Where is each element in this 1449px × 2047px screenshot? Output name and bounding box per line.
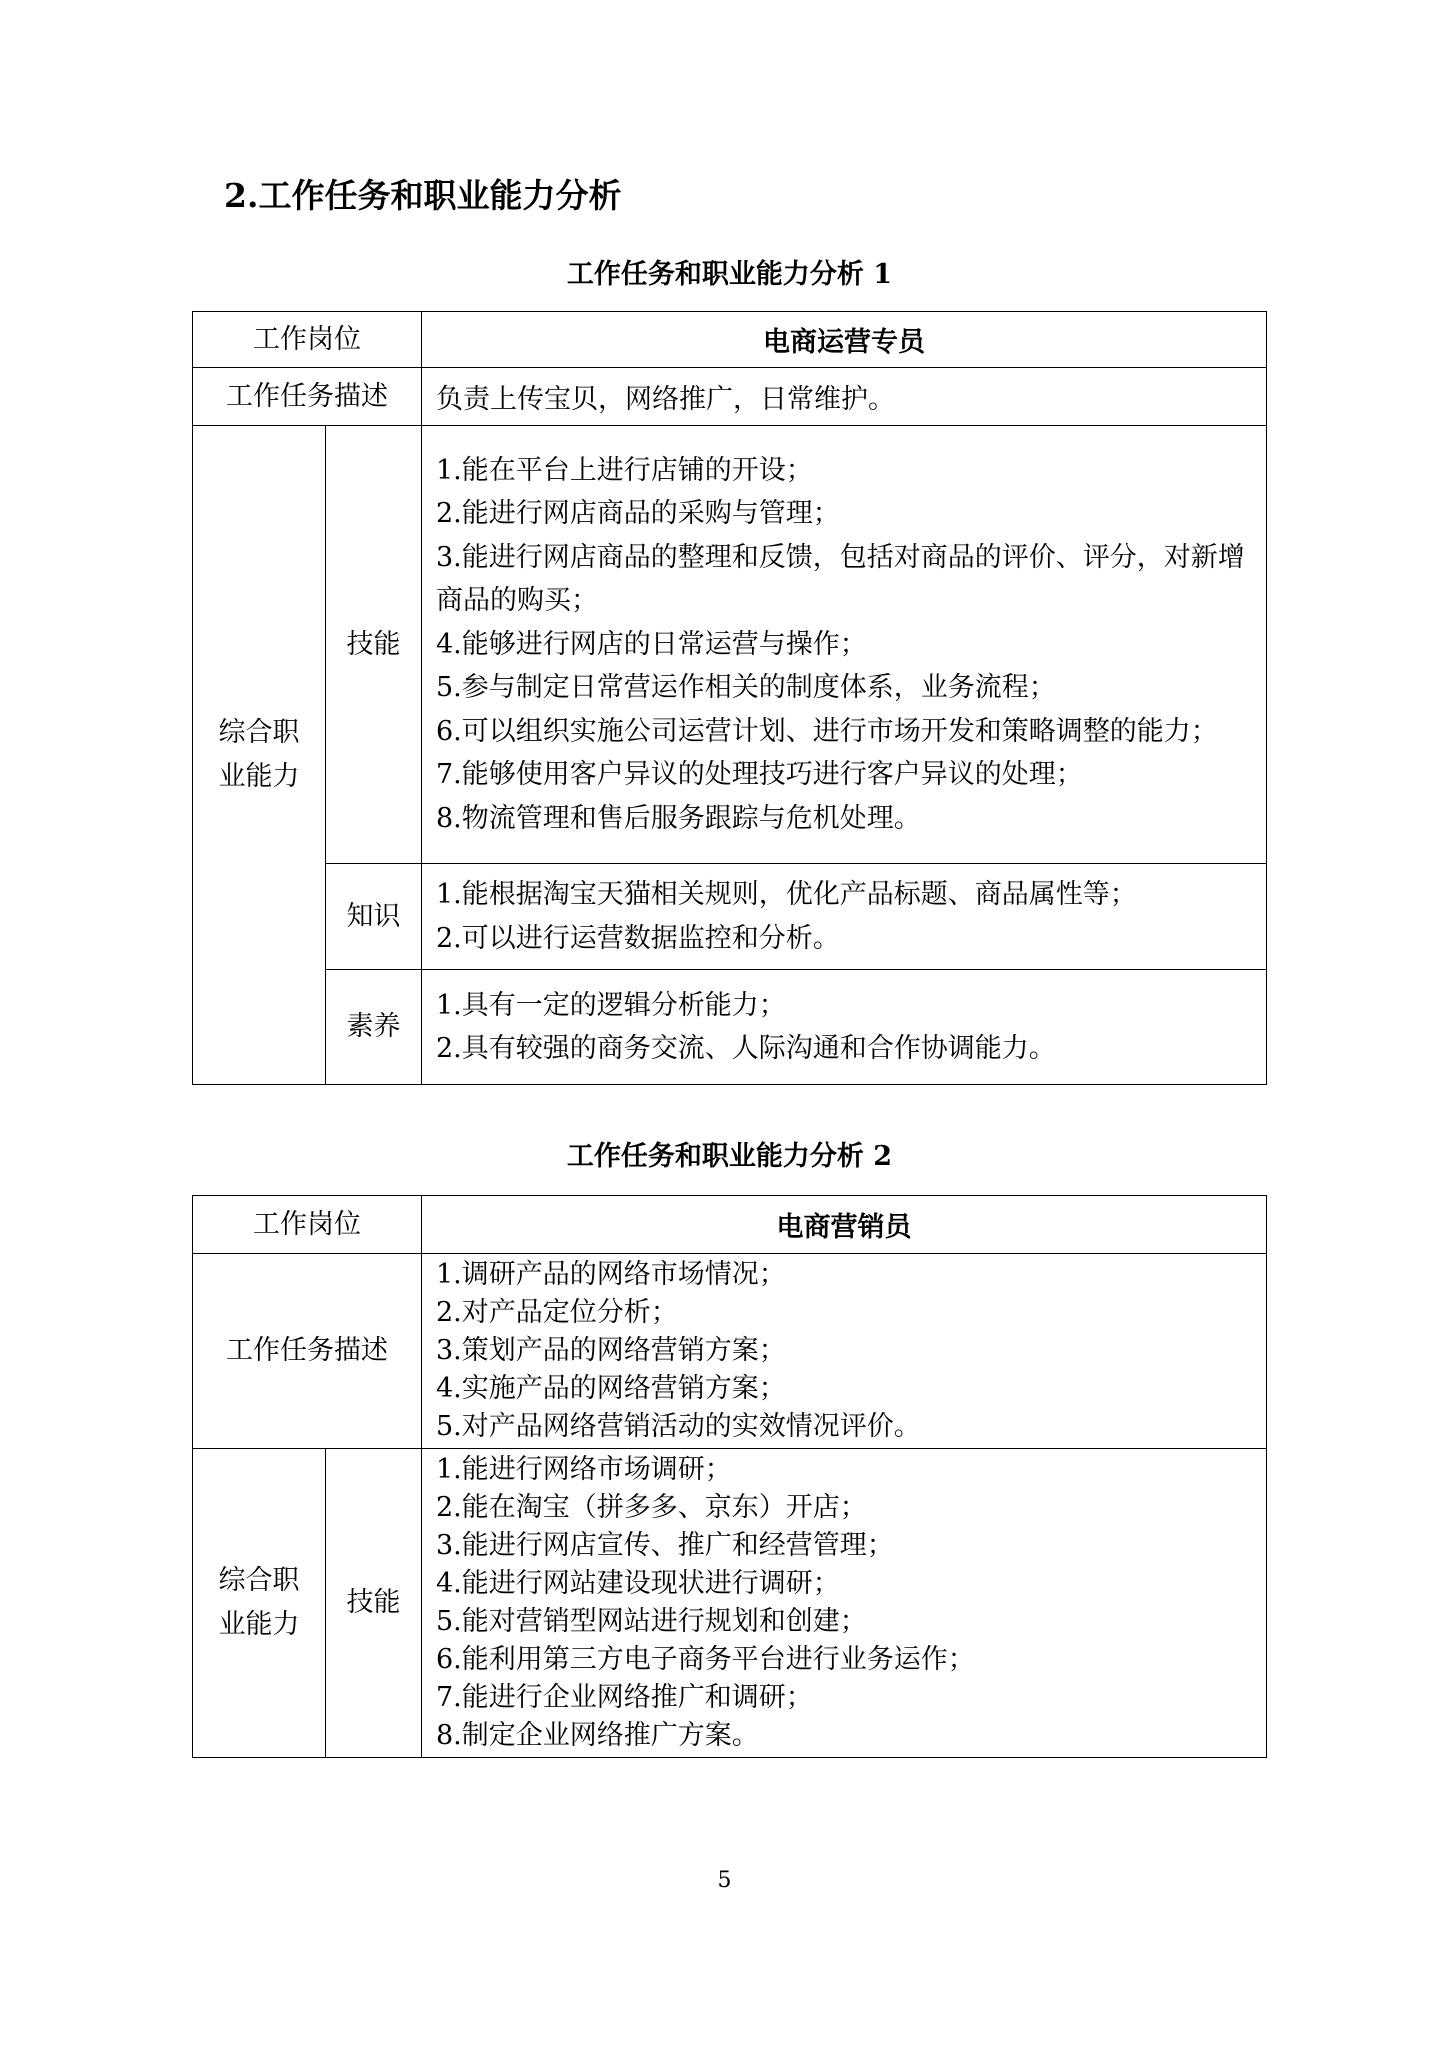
list-item: 5.对产品网络营销活动的实效情况评价。 (436, 1411, 921, 1442)
list-item: 3.能进行网店商品的整理和反馈，包括对商品的评价、评分，对新增商品的购买； (436, 541, 1245, 617)
table2-task-label: 工作任务描述 (193, 1254, 422, 1449)
table2 (192, 1195, 1267, 1758)
list-item: 8.物流管理和售后服务跟踪与危机处理。 (436, 802, 921, 834)
list-item: 4.能进行网站建设现状进行调研； (436, 1568, 840, 1599)
table1-task-row (193, 368, 1267, 426)
list-item: 2.能进行网店商品的采购与管理； (436, 498, 840, 530)
list-item: 3.策划产品的网络营销方案； (436, 1335, 786, 1366)
table2-task-row (193, 1254, 1267, 1449)
table2-task-list (422, 1254, 1267, 1449)
table1-ability-label: 综合职业能力 (193, 426, 326, 1085)
list-item: 6.可以组织实施公司运营计划、进行市场开发和策略调整的能力； (436, 715, 1218, 747)
list-item: 5.能对营销型网站进行规划和创建； (436, 1606, 867, 1637)
list-item: 1.调研产品的网络市场情况； (436, 1259, 786, 1290)
table1-skills-row (193, 426, 1267, 864)
table1-knowledge-list (422, 864, 1267, 970)
list-item: 2.可以进行运营数据监控和分析。 (436, 922, 840, 954)
table1-post-value: 电商运营专员 (422, 312, 1267, 368)
table2-post-value: 电商营销员 (422, 1196, 1267, 1254)
list-item: 2.对产品定位分析； (436, 1297, 678, 1328)
table2-post-label: 工作岗位 (193, 1196, 422, 1254)
list-item: 6.能利用第三方电子商务平台进行业务运作； (436, 1644, 975, 1675)
list-item: 7.能进行企业网络推广和调研； (436, 1682, 813, 1713)
table2-caption: 工作任务和职业能力分析 2 (566, 1141, 893, 1172)
table2-skills-label: 技能 (326, 1449, 422, 1758)
section-heading: 2.工作任务和职业能力分析 (224, 176, 622, 215)
list-item: 1.能在平台上进行店铺的开设； (436, 454, 813, 486)
table1-post-label: 工作岗位 (193, 312, 422, 368)
list-item: 8.制定企业网络推广方案。 (436, 1720, 759, 1751)
list-item: 3.能进行网店宣传、推广和经营管理； (436, 1530, 894, 1561)
table1-quality-row (193, 970, 1267, 1085)
list-item: 1.能根据淘宝天猫相关规则，优化产品标题、商品属性等； (436, 879, 1137, 910)
table2-skills-row (193, 1449, 1267, 1758)
table1-knowledge-row (193, 864, 1267, 970)
table1-post-row (193, 312, 1267, 368)
table2-ability-label: 综合职业能力 (193, 1449, 326, 1758)
list-item: 4.实施产品的网络营销方案； (436, 1373, 786, 1404)
list-item: 1.能进行网络市场调研； (436, 1454, 732, 1485)
table1-quality-list (422, 970, 1267, 1085)
list-item: 4.能够进行网店的日常运营与操作； (436, 628, 867, 660)
list-item: 1.具有一定的逻辑分析能力； (436, 989, 786, 1021)
table1-knowledge-label: 知识 (326, 864, 422, 970)
table1-task-label: 工作任务描述 (193, 368, 422, 426)
table1-quality-label: 素养 (326, 970, 422, 1085)
table1 (192, 311, 1267, 1085)
list-item: 2.能在淘宝（拼多多、京东）开店； (436, 1492, 867, 1523)
table1-task-value: 负责上传宝贝，网络推广，日常维护。 (422, 368, 1267, 426)
page-number: 5 (717, 1868, 732, 1893)
table2-post-row (193, 1196, 1267, 1254)
list-item: 7.能够使用客户异议的处理技巧进行客户异议的处理； (436, 759, 1083, 791)
table2-skills-list (422, 1449, 1267, 1758)
list-item: 2.具有较强的商务交流、人际沟通和合作协调能力。 (436, 1033, 1056, 1064)
table1-skills-label: 技能 (326, 426, 422, 864)
list-item: 5.参与制定日常营运作相关的制度体系，业务流程； (436, 672, 1056, 704)
table1-skills-list (422, 426, 1267, 864)
table1-caption: 工作任务和职业能力分析 1 (566, 259, 893, 290)
